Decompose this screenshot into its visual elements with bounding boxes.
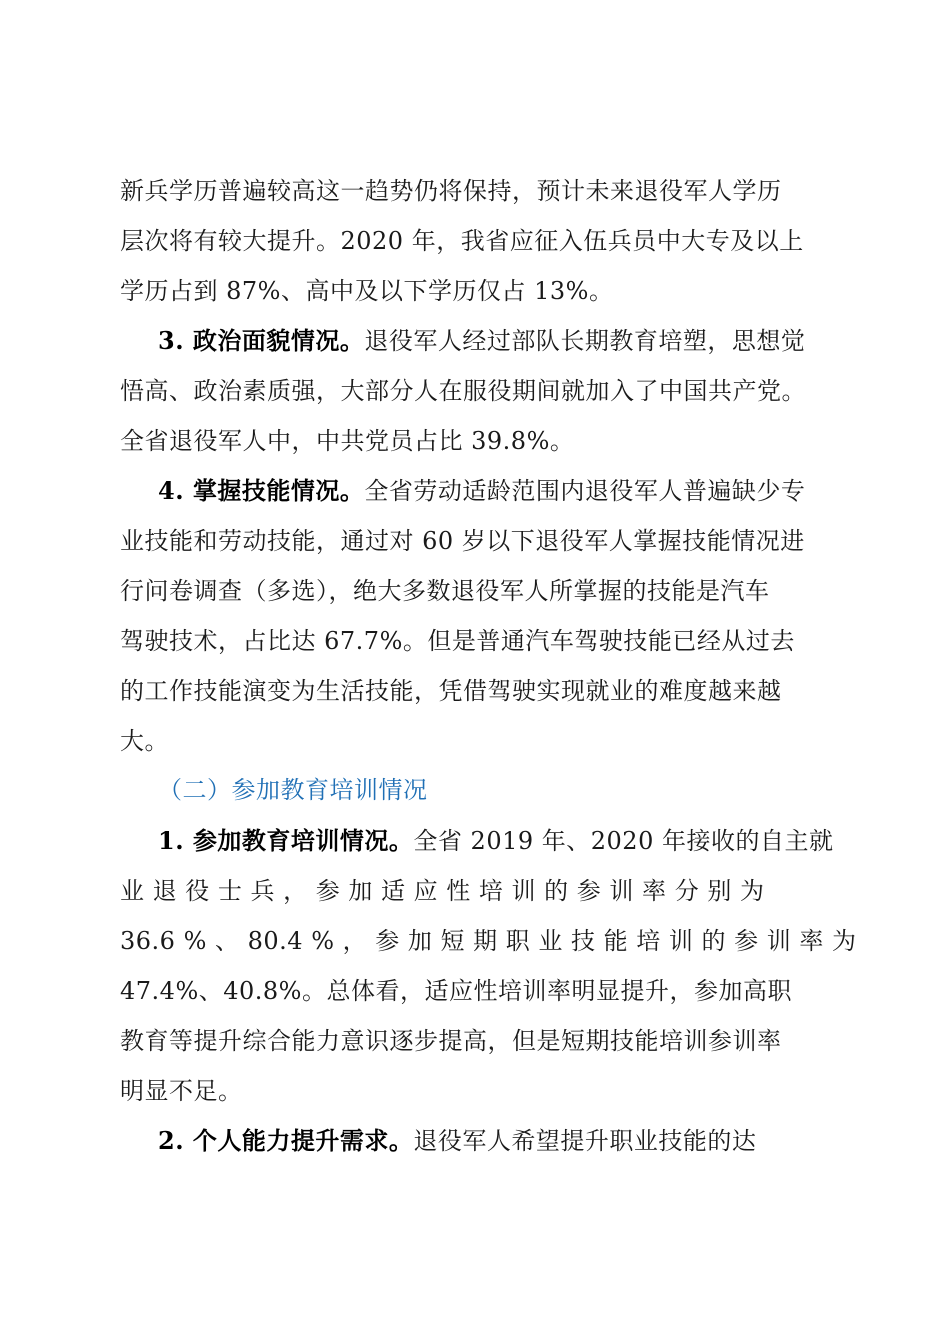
paragraph-line [120, 1029, 782, 1053]
paragraph-line [158, 1126, 757, 1155]
paragraph-line [120, 979, 792, 1003]
line-text: 驾驶技术，占比达 67.7%。但是普通汽车驾驶技能已经从过去 [120, 627, 795, 655]
paragraph-line [120, 529, 805, 553]
line-text: 47.4%、40.8%。总体看，适应性培训率明显提升，参加高职 [120, 977, 792, 1005]
paragraph-line [158, 826, 834, 855]
paragraph-line [120, 629, 795, 653]
heading-text: （二）参加教育培训情况 [158, 776, 428, 804]
line-text: 退役军人经过部队长期教育培塑，思想觉 [364, 327, 806, 355]
line-text: 全省 2019 年、2020 年接收的自主就 [413, 827, 834, 855]
line-text: 退役军人希望提升职业技能的达 [413, 1127, 757, 1155]
line-text: 全省退役军人中，中共党员占比 39.8%。 [120, 427, 575, 455]
line-text: 明显不足。 [120, 1077, 243, 1105]
paragraph-line [120, 579, 770, 603]
paragraph-line [120, 379, 806, 403]
paragraph-line [120, 1079, 243, 1103]
line-text: 悟高、政治素质强，大部分人在服役期间就加入了中国共产党。 [120, 377, 806, 405]
section-label: 4. 掌握技能情况。 [158, 476, 365, 505]
line-text: 新兵学历普遍较高这一趋势仍将保持，预计未来退役军人学历 [120, 177, 782, 205]
paragraph-line [158, 326, 806, 355]
line-text: 业技能和劳动技能，通过对 60 岁以下退役军人掌握技能情况进 [120, 527, 805, 555]
line-text: 层次将有较大提升。2020 年，我省应征入伍兵员中大专及以上 [120, 227, 804, 255]
paragraph-line [120, 729, 169, 753]
section-label: 1. 参加教育培训情况。 [158, 826, 414, 855]
paragraph-line [120, 679, 782, 703]
line-text: 行问卷调查（多选），绝大多数退役军人所掌握的技能是汽车 [120, 577, 770, 605]
paragraph-line [120, 929, 857, 953]
section-label: 3. 政治面貌情况。 [158, 326, 365, 355]
paragraph-line [158, 476, 806, 505]
line-text: 的工作技能演变为生活技能，凭借驾驶实现就业的难度越来越 [120, 677, 782, 705]
paragraph-line [120, 879, 764, 903]
line-text: 学历占到 87%、高中及以下学历仅占 13%。 [120, 277, 614, 305]
line-text: 业 退 役 士 兵 ， 参 加 适 应 性 培 训 的 参 训 率 分 别 为 [120, 877, 765, 905]
paragraph-line [120, 229, 804, 253]
paragraph-line [120, 429, 574, 453]
line-text: 大。 [120, 727, 169, 755]
paragraph-line [120, 279, 613, 303]
line-text: 36.6 % 、 80.4 % ， 参 加 短 期 职 业 技 能 培 训 的 参 训 率 为 [120, 927, 857, 955]
section-heading [158, 778, 428, 802]
line-text: 教育等提升综合能力意识逐步提高，但是短期技能培训参训率 [120, 1027, 782, 1055]
section-label: 2. 个人能力提升需求。 [158, 1126, 414, 1155]
line-text: 全省劳动适龄范围内退役军人普遍缺少专 [364, 477, 806, 505]
paragraph-line [120, 179, 782, 203]
